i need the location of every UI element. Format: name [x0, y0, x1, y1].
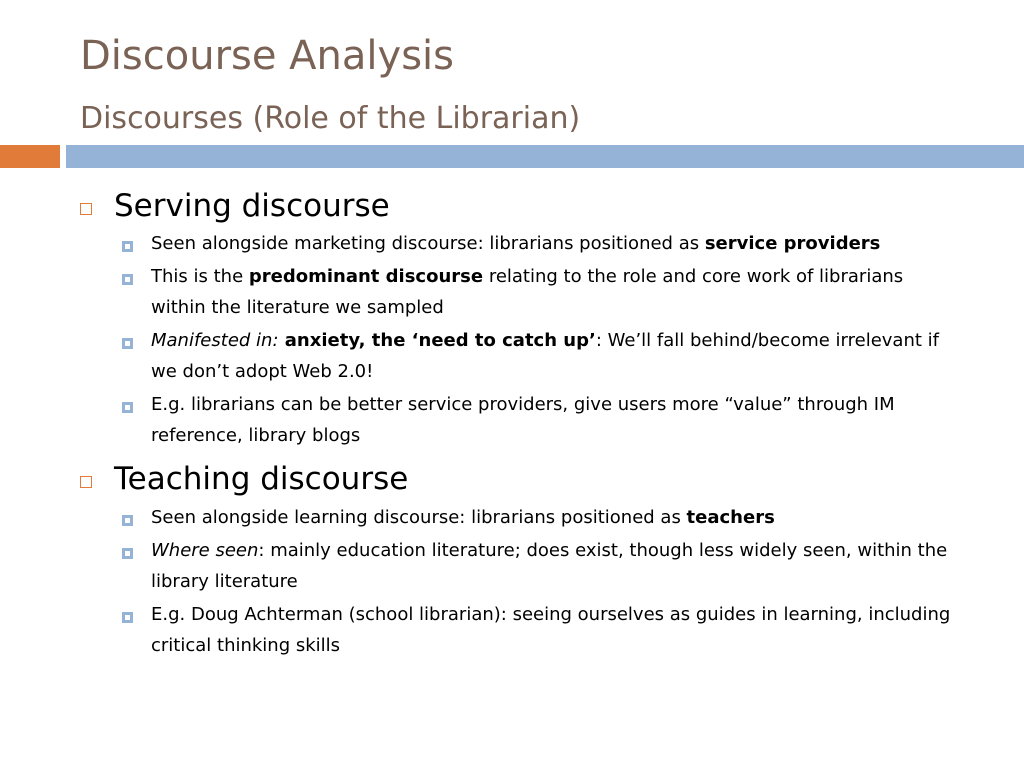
bullet-text	[151, 261, 961, 323]
bullet-text-part: : We’ll fall behind/become irrelevant if we don’t adopt Web 2.0!	[151, 330, 939, 383]
accent-bar-blue	[66, 145, 1024, 168]
filled-square-bullet-icon	[122, 338, 133, 349]
section-heading: Serving discourse	[114, 188, 390, 224]
filled-square-bullet-icon	[122, 241, 133, 252]
bullet-bold-term: teachers	[686, 506, 775, 528]
section-serving-discourse	[80, 186, 1000, 226]
bullet-text-part: relating to the role and core work of librarians within the literature we sampled	[151, 266, 904, 319]
filled-square-bullet-icon	[122, 402, 133, 413]
section-heading: Teaching discourse	[114, 461, 409, 498]
slide-subtitle: Discourses (Role of the Librarian)	[80, 101, 581, 136]
filled-square-bullet-icon	[122, 548, 133, 559]
filled-square-bullet-icon	[122, 612, 133, 623]
bullet-text	[151, 502, 961, 533]
hollow-square-bullet-icon	[80, 476, 92, 488]
hollow-square-bullet-icon	[80, 203, 92, 215]
bullet-text-part: Seen alongside marketing discourse: librarians positioned as	[151, 233, 705, 255]
bullet-text-part: E.g. Doug Achterman (school librarian): seeing ourselves as guides in learning, including critical thinking skills	[151, 603, 951, 656]
bullet-bold-term: predominant discourse	[248, 266, 484, 288]
list-item	[122, 508, 1000, 533]
bullet-text	[151, 599, 961, 661]
list-item	[122, 605, 1000, 661]
list-item	[122, 234, 1000, 259]
bullet-bold-term: service providers	[704, 233, 881, 255]
bullet-text-part: E.g. librarians can be better service providers, give users more “value” through IM reference, library blogs	[151, 394, 895, 447]
list-item	[122, 267, 1000, 323]
accent-bar-orange	[0, 145, 60, 168]
bullet-text-part: Seen alongside learning discourse: librarians positioned as	[151, 506, 687, 528]
slide-title: Discourse Analysis	[80, 33, 454, 79]
bullet-italic-term: Manifested in:	[151, 330, 279, 352]
bullet-text	[151, 325, 961, 387]
bullet-text	[151, 535, 961, 597]
bullet-text	[151, 389, 961, 451]
bullet-text-part: This is the	[151, 266, 249, 288]
list-item	[122, 395, 1000, 451]
list-item	[122, 331, 1000, 387]
bullet-text	[151, 228, 961, 259]
slide-content	[80, 180, 1000, 669]
bullet-text-part: : mainly education literature; does exist, though less widely seen, within the library literature	[151, 539, 948, 592]
list-item	[122, 541, 1000, 597]
bullet-italic-term: Where seen	[151, 539, 259, 561]
bullet-bold-term: anxiety, the ‘need to catch up’	[278, 330, 596, 352]
filled-square-bullet-icon	[122, 515, 133, 526]
section-teaching-discourse	[80, 459, 1000, 499]
filled-square-bullet-icon	[122, 274, 133, 285]
